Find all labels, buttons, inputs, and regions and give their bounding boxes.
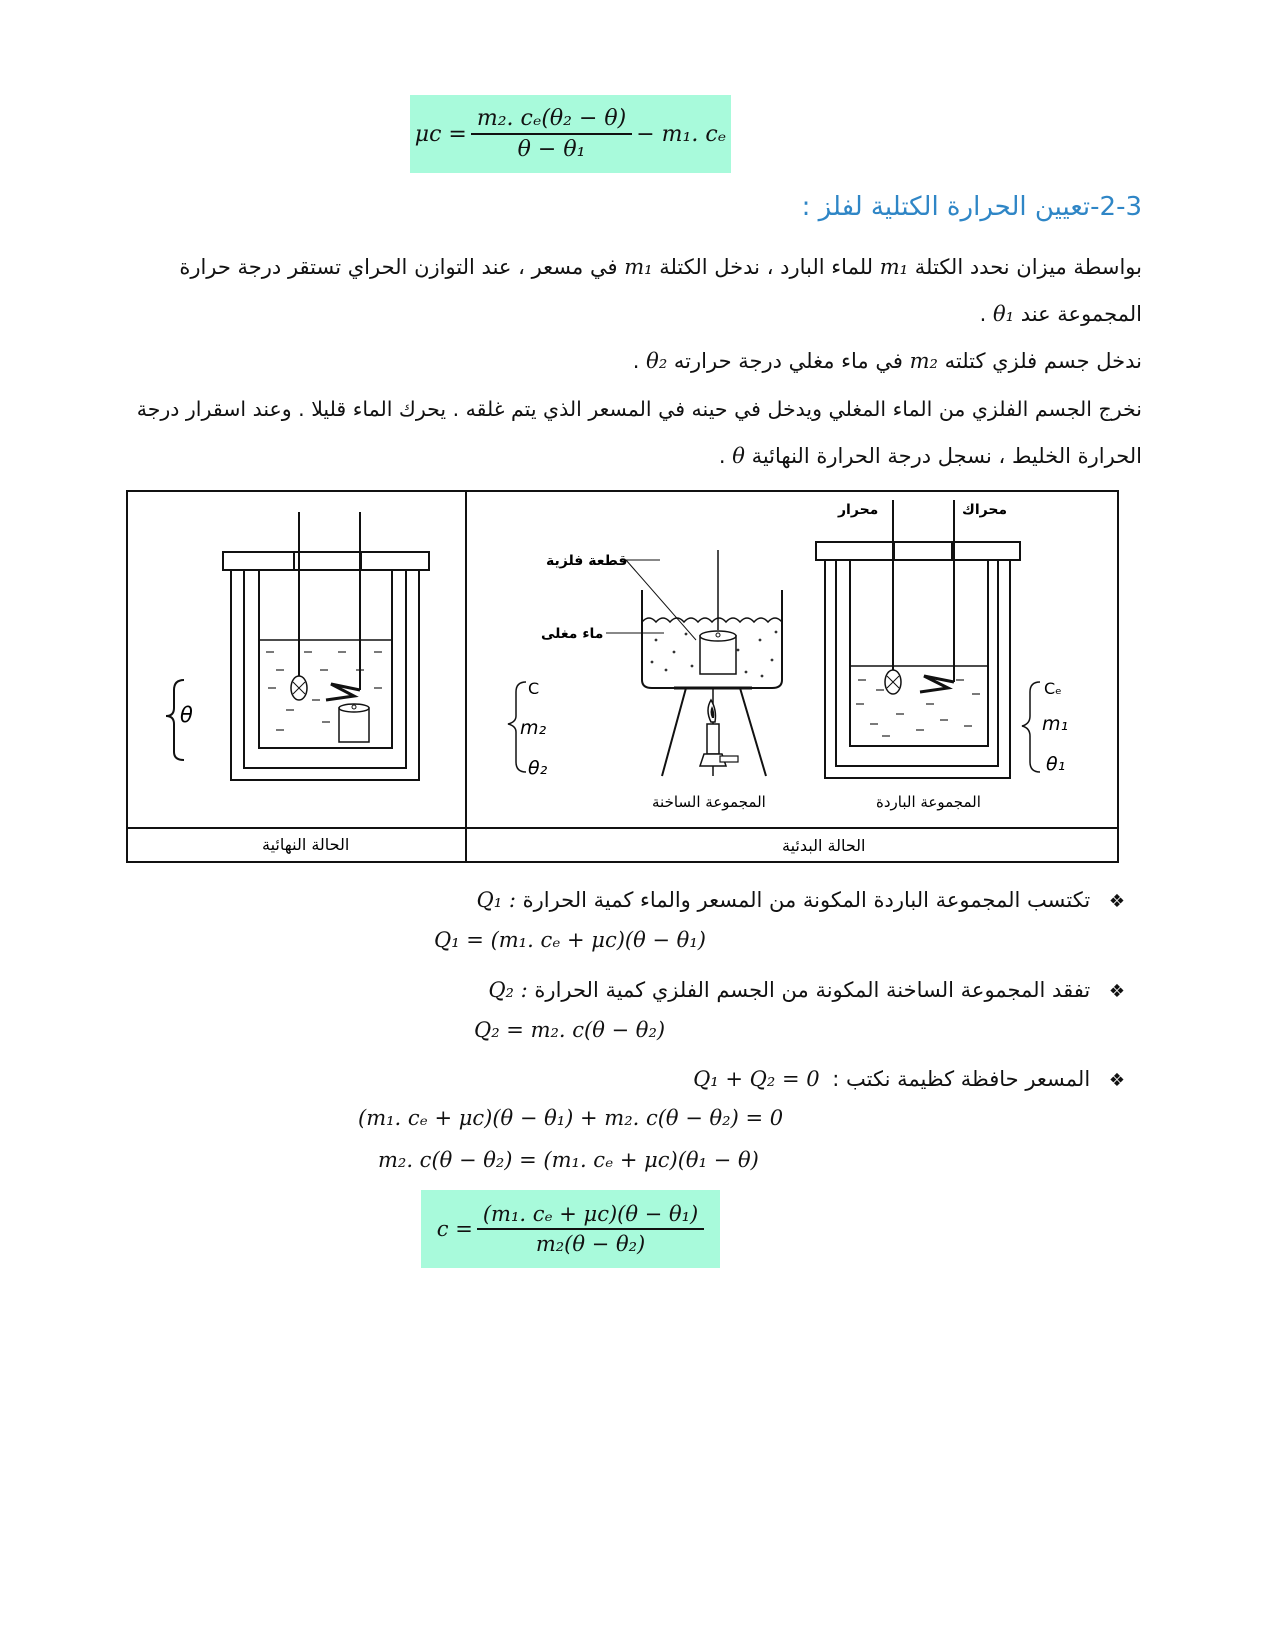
paragraph-3-line-2 [142, 432, 1142, 480]
bullet-3-math: Q₁ + Q₂ = 0 [693, 1067, 820, 1091]
bullet-2 [225, 966, 1125, 1016]
paragraph-2 [142, 337, 1142, 385]
p2-text-b: في ماء مغلي درجة حرارته [673, 349, 903, 373]
bullet-3-marker: ❖ [1108, 1070, 1125, 1091]
bullet-3-text: المسعر حافظة كظيمة نكتب : [832, 1067, 1091, 1091]
formula-mu-c-lhs: μc = [414, 121, 467, 147]
label-thermometer: محرار [838, 502, 879, 518]
formula-c-numerator: (m₁. cₑ + μc)(θ − θ₁) [477, 1202, 704, 1230]
p3-theta: θ [732, 444, 745, 468]
p3-period: . [718, 444, 726, 468]
bullet-2-text: تفقد المجموعة الساخنة المكونة من الجسم الفلزي كمية الحرارة [534, 978, 1091, 1002]
p2-mass-m2: m₂ [909, 349, 938, 373]
cold-theta1-label: θ₁ [1046, 753, 1066, 775]
p2-text-a: ندخل جسم فلزي كتلته [944, 349, 1142, 373]
formula-c-denominator: m₂(θ − θ₂) [535, 1232, 646, 1256]
caption-final-state: الحالة النهائية [262, 835, 350, 854]
formula-c [421, 1190, 720, 1268]
label-stirrer: محراك [962, 502, 1008, 518]
paragraph-3-line-1: نخرج الجسم الفلزي من الماء المغلي ويدخل في حينه في المسعر الذي يتم غلقه . يحرك الماء قليلا . وعند اسقرار درجة [136, 397, 1142, 421]
formula-mu-c-denominator: θ − θ₁ [517, 137, 586, 162]
final-theta-label: θ [180, 703, 193, 727]
formula-mu-c [410, 95, 731, 173]
bullet-1-text: تكتسب المجموعة الباردة المكونة من المسعر والماء كمية الحرارة [522, 888, 1091, 912]
p1-text-d: المجموعة عند [1020, 302, 1142, 326]
equation-q1: Q₁ = (m₁. cₑ + μc)(θ − θ₁) [434, 928, 706, 952]
bullet-1 [225, 876, 1125, 926]
bullet-2-math: Q₂ : [488, 978, 528, 1002]
label-boiling-water: ماء مغلى [541, 626, 604, 642]
bullet-3 [225, 1055, 1125, 1105]
p1-text-c: في مسعر ، عند التوازن الحراي تستقر درجة حرارة [179, 255, 618, 279]
paragraph-1-line-1 [142, 243, 1142, 291]
p2-period: . [632, 349, 640, 373]
section-heading: 2-3-تعيين الحرارة الكتلية لفلز : [801, 192, 1142, 222]
label-metal-piece: قطعة فلزية [546, 553, 628, 569]
equation-sum: (m₁. cₑ + μc)(θ − θ₁) + m₂. c(θ − θ₂) = 0 [358, 1106, 784, 1130]
bullet-1-math: Q₁ : [476, 888, 516, 912]
p1-period: . [979, 302, 987, 326]
bullet-1-marker: ❖ [1108, 891, 1125, 912]
paragraph-1-line-2 [142, 290, 1142, 338]
cold-ce-label: Cₑ [1044, 679, 1062, 698]
caption-initial-state: الحالة البدئية [782, 836, 866, 855]
cold-m1-label: m₁ [1042, 713, 1069, 735]
p1-text-b: للماء البارد ، ندخل الكتلة [659, 255, 874, 279]
formula-c-lhs: c = [436, 1217, 473, 1241]
caption-cold-group: المجموعة الباردة [876, 793, 981, 811]
calorimetry-figure [126, 490, 1119, 863]
equation-q2: Q₂ = m₂. c(θ − θ₂) [474, 1018, 666, 1042]
formula-mu-c-fraction [471, 106, 632, 162]
p1-mass-m1: m₁ [879, 255, 909, 279]
hot-m2-label: m₂ [520, 717, 547, 739]
formula-c-fraction [477, 1202, 704, 1256]
caption-hot-group: المجموعة الساخنة [652, 793, 766, 811]
hot-c-label: C [528, 679, 540, 698]
equation-rearranged: m₂. c(θ − θ₂) = (m₁. cₑ + μc)(θ₁ − θ) [378, 1148, 759, 1172]
formula-mu-c-numerator: m₂. cₑ(θ₂ − θ) [471, 106, 632, 135]
bullet-2-marker: ❖ [1108, 981, 1125, 1002]
formula-mu-c-tail: − m₁. cₑ [636, 121, 727, 147]
hot-theta2-label: θ₂ [528, 757, 548, 779]
p1-text-a: بواسطة ميزان نحدد الكتلة [914, 255, 1142, 279]
p3-text-a: الحرارة الخليط ، نسجل درجة الحرارة النهائية [751, 444, 1142, 468]
p1-mass-m1-b: m₁ [624, 255, 653, 279]
p2-theta-2: θ₂ [646, 349, 668, 373]
p1-theta-1: θ₁ [992, 302, 1015, 326]
